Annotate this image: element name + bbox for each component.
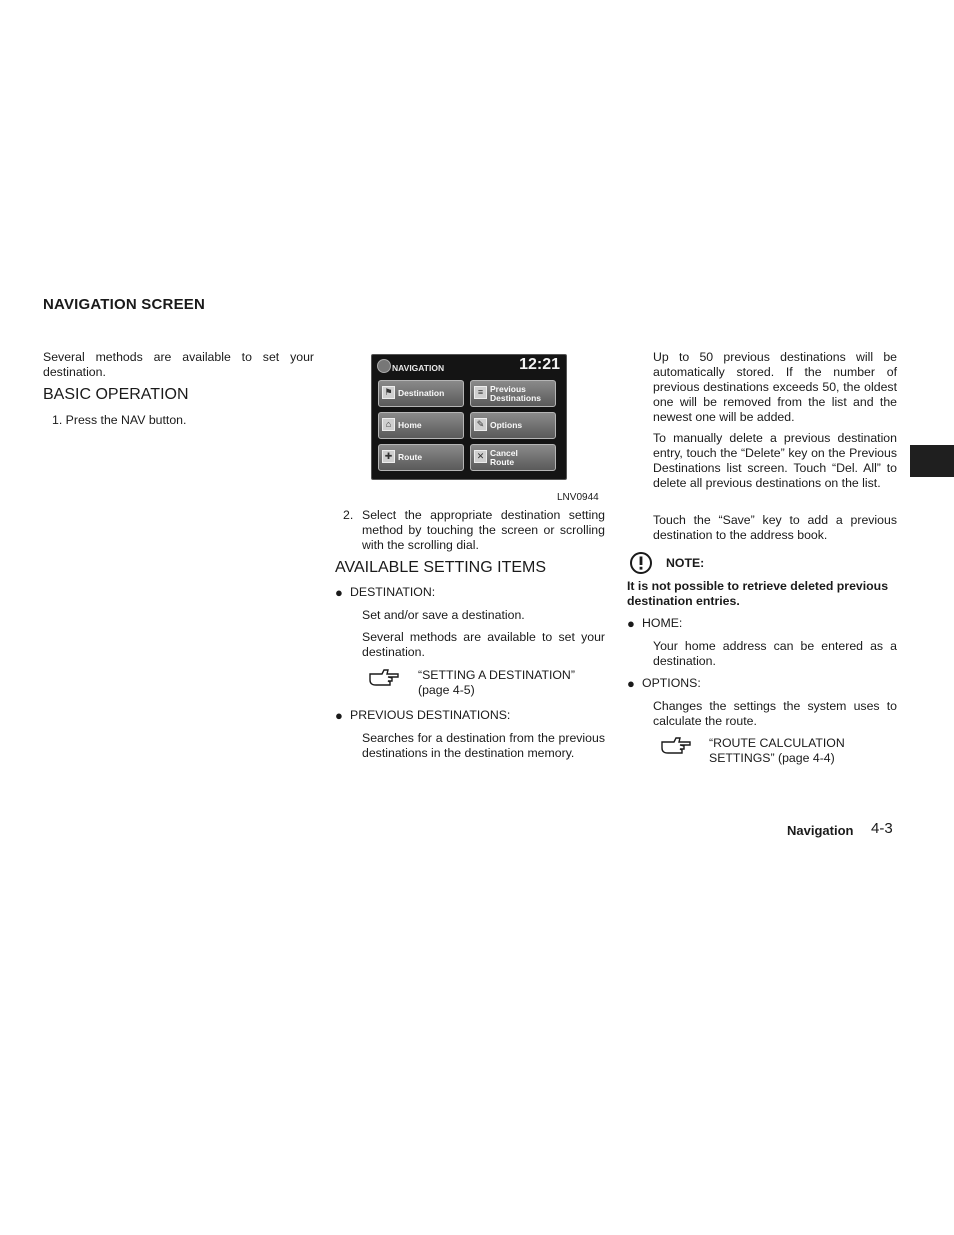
delete-instructions-paragraph: To manually delete a previous destination entry, touch the “Delete” key on the Previous Destinations list screen. Touch “Del. All” to delete all previous destinations on the list. [653,431,897,490]
screen-title: NAVIGATION [392,363,445,373]
save-instructions-paragraph: Touch the “Save” key to add a previous destination to the address book. [653,513,897,542]
step-2-text: Select the appropriate destination setting method by touching the screen or scrolling with the scrolling dial. [362,508,605,552]
step-1: 1. Press the NAV button. [52,413,187,427]
footer-section-name: Navigation [787,823,854,838]
options-desc: Changes the settings the system uses to calculate the route. [653,699,897,728]
nissan-logo-icon [377,359,391,373]
previous-destinations-button[interactable] [470,380,556,407]
home-desc: Your home address can be entered as a destination. [653,639,897,668]
figure-caption: LNV0944 [557,492,599,503]
home-label: Home [398,420,422,430]
previous-destinations-label: Previous Destinations [490,383,542,403]
destination-button[interactable] [378,380,464,407]
flag-icon: ⚑ [382,386,395,399]
bullet-icon: ● [335,708,343,723]
home-item-label: HOME: [642,616,683,630]
chapter-tab [910,445,954,477]
options-label: Options [490,420,523,430]
screen-clock: 12:21 [519,356,560,373]
bullet-icon: ● [627,676,635,691]
note-label: NOTE: [666,556,705,570]
section-title: NAVIGATION SCREEN [43,296,206,313]
cancel-route-label: Cancel Route [490,447,518,467]
note-text: It is not possible to retrieve deleted previous destination entries. [627,579,889,608]
step-2-number: 2. [343,508,354,522]
bullet-icon: ● [335,585,343,600]
page-number: 4-3 [871,820,893,837]
destination-reference[interactable]: “SETTING A DESTINATION” (page 4-5) [418,668,575,697]
options-button[interactable] [470,412,556,439]
history-icon: ≡ [474,386,487,399]
previous-destinations-desc: Searches for a destination from the previous destinations in the destination memory. [362,731,605,760]
screen-header [372,355,566,379]
reference-hand-icon [660,736,694,756]
cancel-route-button[interactable] [470,444,556,471]
previous-destinations-item-label: PREVIOUS DESTINATIONS: [350,708,511,722]
destination-item-label: DESTINATION: [350,585,436,599]
bullet-icon: ● [627,616,635,631]
options-reference[interactable]: “ROUTE CALCULATION SETTINGS” (page 4-4) [709,736,845,765]
home-icon: ⌂ [382,418,395,431]
home-button[interactable] [378,412,464,439]
wrench-icon: ✎ [474,418,487,431]
reference-hand-icon [368,668,402,688]
basic-operation-heading: BASIC OPERATION [43,386,189,403]
destination-desc-2: Several methods are available to set your destination. [362,630,605,659]
previous-destinations-storage-paragraph: Up to 50 previous destinations will be automatically stored. If the number of previous destinations exceeds 50, the oldest one will be removed from the list and the newest one will be added. [653,350,897,424]
destination-desc-1: Set and/or save a destination. [362,608,525,622]
route-label: Route [398,452,423,462]
options-item-label: OPTIONS: [642,676,701,690]
destination-label: Destination [398,388,445,398]
intro-paragraph: Several methods are available to set your destination. [43,350,314,379]
navigation-screenshot [371,354,567,480]
available-setting-items-heading: AVAILABLE SETTING ITEMS [335,559,547,576]
route-button[interactable] [378,444,464,471]
route-icon: ✚ [382,450,395,463]
caution-icon [627,551,655,575]
cancel-icon: ✕ [474,450,487,463]
